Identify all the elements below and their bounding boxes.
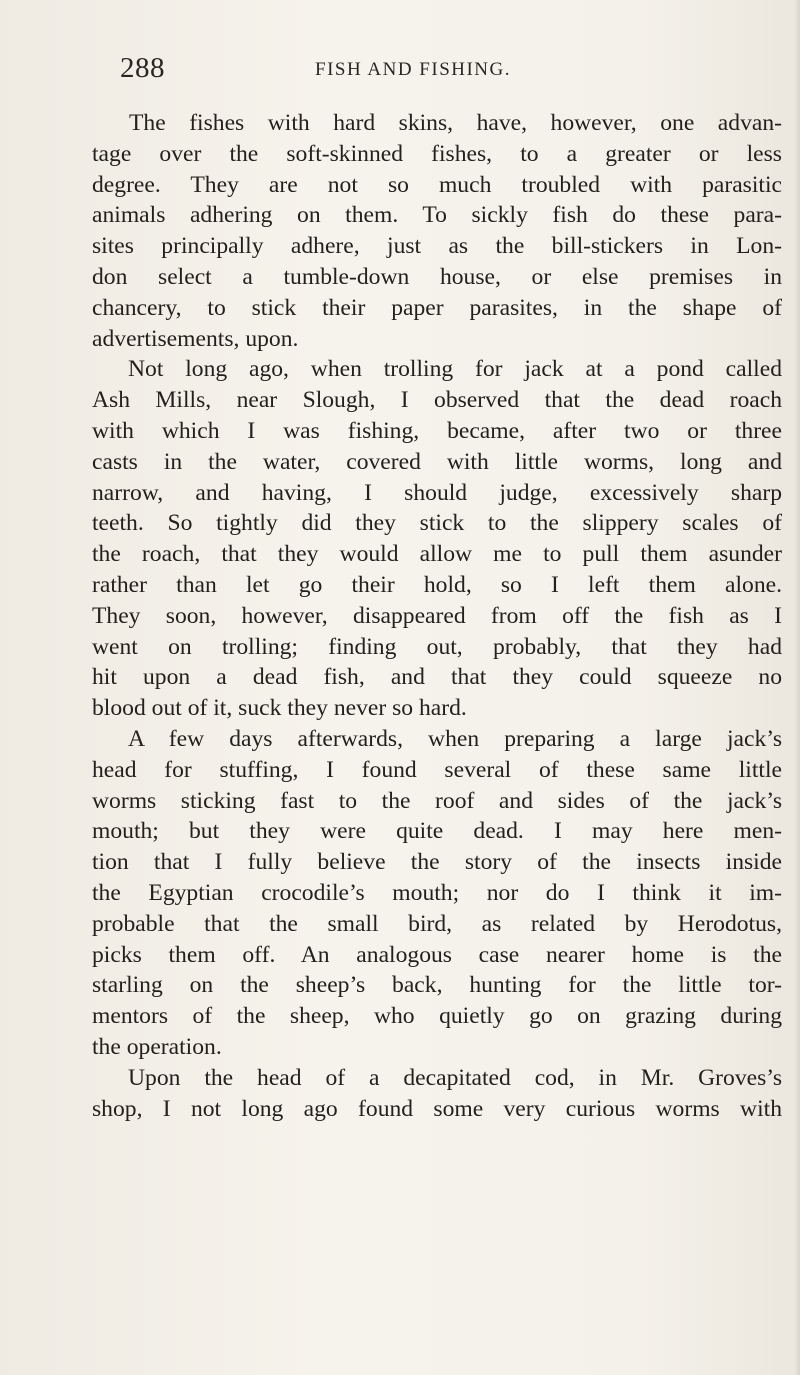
text-line: head for stuffing, I found several of these same little [92,756,782,783]
text-line: Not long ago, when trolling for jack at a pond called [128,356,782,383]
text-line: the Egyptian crocodile’s mouth; nor do I think it im- [92,879,782,906]
text-line: picks them off. An analogous case nearer home is the [92,941,782,968]
page-edge-shadow [794,0,800,1375]
running-head: FISH AND FISHING. [315,59,511,80]
text-line: blood out of it, suck they never so hard. [92,695,467,722]
text-line: rather than let go their hold, so I left them alone. [92,571,782,598]
text-line: A few days afterwards, when preparing a large jack’s [128,725,782,752]
text-line: tage over the soft-skinned fishes, to a greater or less [92,140,782,167]
text-line: chancery, to stick their paper parasites, in the shape of [92,294,782,321]
page-number: 288 [120,52,165,84]
page-header [120,52,760,92]
text-line: sites principally adhere, just as the bill-stickers in Lon- [92,233,782,260]
text-line: went on trolling; finding out, probably, that they had [92,633,782,660]
text-line: They soon, however, disappeared from off the fish as I [92,602,782,629]
text-line: the operation. [92,1033,222,1060]
text-line: worms sticking fast to the roof and sides of the jack’s [92,787,782,814]
text-line: Upon the head of a decapitated cod, in Mr. Groves’s [128,1064,782,1091]
text-line: narrow, and having, I should judge, excessively sharp [92,479,782,506]
text-line: degree. They are not so much troubled with parasitic [92,171,782,198]
text-line: The fishes with hard skins, have, however, one advan- [129,110,782,136]
text-line: with which I was fishing, became, after two or three [92,417,782,444]
text-line: the roach, that they would allow me to pull them asunder [92,541,782,568]
text-line: probable that the small bird, as related by Herodotus, [92,910,782,937]
text-line: Ash Mills, near Slough, I observed that the dead roach [92,387,782,414]
text-line: teeth. So tightly did they stick to the slippery scales of [92,510,782,537]
text-line: tion that I fully believe the story of the insects inside [92,849,782,876]
text-line: don select a tumble-down house, or else premises in [92,263,782,290]
text-line: casts in the water, covered with little worms, long and [92,448,782,475]
text-line: mouth; but they were quite dead. I may here men- [92,818,782,845]
text-line: hit upon a dead fish, and that they could squeeze no [92,664,782,691]
body-text [92,108,782,1124]
text-line: animals adhering on them. To sickly fish do these para- [92,202,782,229]
text-line: mentors of the sheep, who quietly go on grazing during [92,1003,782,1030]
text-line: advertisements, upon. [92,325,299,352]
text-line: shop, I not long ago found some very curious worms with [92,1095,782,1122]
text-line: starling on the sheep’s back, hunting for the little tor- [92,972,782,999]
